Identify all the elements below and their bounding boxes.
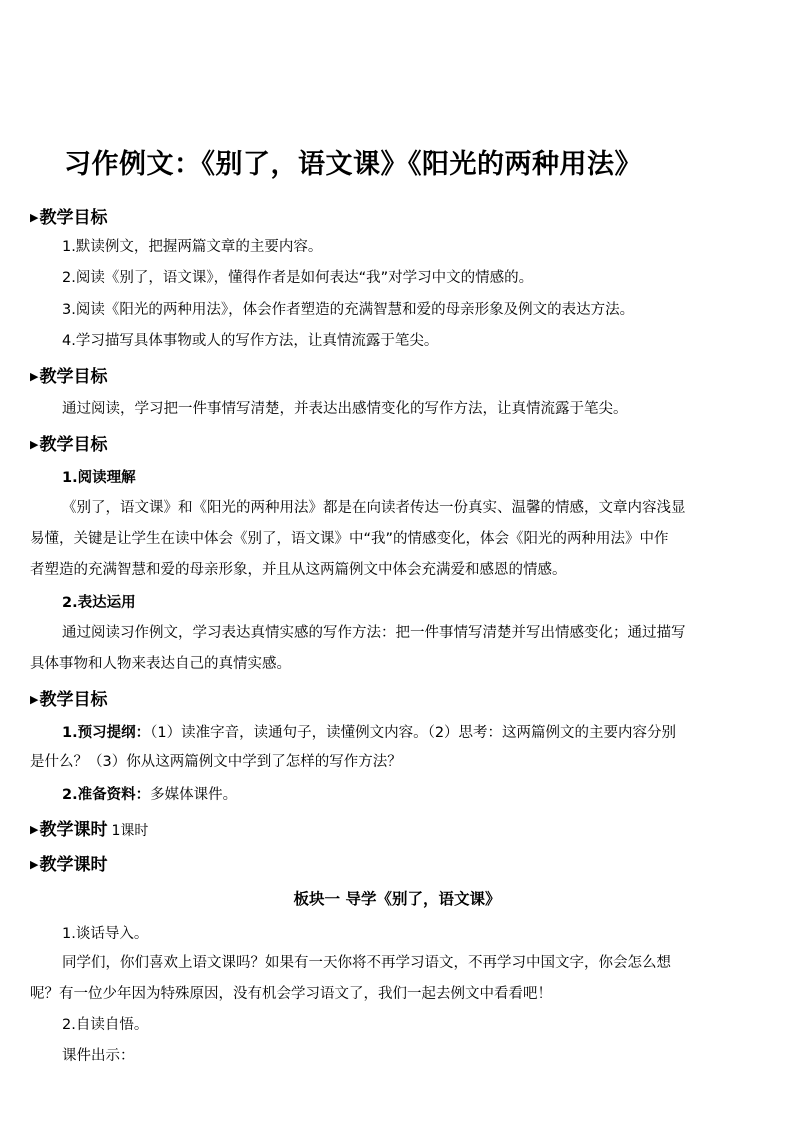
goal-item-1: 1.默读例文，把握两篇文章的主要内容。	[62, 239, 323, 255]
section-heading-label: 教学目标	[39, 690, 108, 710]
section-heading-label: 教学课时	[39, 820, 108, 840]
block-title: 板块一 导学《别了，语文课》	[293, 890, 501, 908]
section-heading-label: 教学目标	[39, 367, 108, 387]
section-heading-label: 教学课时	[39, 855, 108, 875]
reading-line-3: 者塑造的充满智慧和爱的母亲形象，并且从这两篇例文中体会充满爱和感恩的情感。	[30, 562, 567, 578]
reading-line-2: 易懂，关键是让学生在读中体会《别了，语文课》中“我”的情感变化，体会《阳光的两种用法》中作	[30, 531, 669, 547]
intro-line-1: 同学们，你们喜欢上语文课吗？如果有一天你将不再学习语文，不再学习中国文字，你会怎么想	[62, 955, 671, 971]
slide-show-label: 课件出示：	[62, 1048, 135, 1064]
triangle-marker-icon: ▶	[30, 211, 39, 224]
step-intro: 1.谈话导入。	[62, 926, 149, 942]
prep-materials	[62, 783, 237, 804]
section-heading-goals-4	[30, 685, 107, 710]
prep-outline-line-2: 是什么？（3）你从这两篇例文中学到了怎样的写作方法？	[30, 754, 402, 770]
triangle-marker-icon: ▶	[30, 823, 39, 836]
section-heading-hours	[30, 815, 148, 840]
hours-value: 1课时	[111, 823, 149, 839]
subheading-expression: 2.表达运用	[62, 595, 136, 611]
expression-line-2: 具体事物和人物来表达自己的真情实感。	[30, 656, 291, 672]
prep-materials-label: 2.准备资料：	[62, 787, 151, 803]
goal-item-4: 4.学习描写具体事物或人的写作方法，让真情流露于笔尖。	[62, 333, 439, 349]
prep-outline-text: （1）读准字音，读通句子，读懂例文内容。（2）思考：这两篇例文的主要内容分别	[150, 725, 677, 741]
triangle-marker-icon: ▶	[30, 438, 39, 451]
expression-line-1: 通过阅读习作例文，学习表达真情实感的写作方法：把一件事情写清楚并写出情感变化；通过描写	[62, 625, 686, 641]
paragraph-focus: 通过阅读，学习把一件事情写清楚，并表达出感情变化的写作方法，让真情流露于笔尖。	[62, 401, 628, 417]
goal-item-2: 2.阅读《别了，语文课》，懂得作者是如何表达“我”对学习中文的情感的。	[62, 270, 534, 286]
section-heading-goals-1	[30, 203, 107, 228]
intro-line-2: 呢？有一位少年因为特殊原因，没有机会学习语文了，我们一起去例文中看看吧！	[30, 986, 552, 1002]
triangle-marker-icon: ▶	[30, 370, 39, 383]
section-heading-hours-2	[30, 850, 107, 875]
triangle-marker-icon: ▶	[30, 693, 39, 706]
step-self-read: 2.自读自悟。	[62, 1017, 149, 1033]
reading-line-1: 《别了，语文课》和《阳光的两种用法》都是在向读者传达一份真实、温馨的情感，文章内容浅显	[62, 500, 686, 516]
prep-outline-label: 1.预习提纲：	[62, 725, 151, 741]
page-title: 习作例文：《别了，语文课》《阳光的两种用法》	[64, 149, 642, 180]
triangle-marker-icon: ▶	[30, 858, 39, 871]
prep-materials-text: 多媒体课件。	[150, 787, 238, 803]
goal-item-3: 3.阅读《阳光的两种用法》，体会作者塑造的充满智慧和爱的母亲形象及例文的表达方法。	[62, 302, 635, 318]
subheading-reading: 1.阅读理解	[62, 470, 136, 486]
section-heading-goals-3	[30, 430, 107, 455]
section-heading-goals-2	[30, 362, 107, 387]
prep-outline	[62, 721, 676, 742]
section-heading-label: 教学目标	[39, 435, 108, 455]
section-heading-label: 教学目标	[39, 208, 108, 228]
